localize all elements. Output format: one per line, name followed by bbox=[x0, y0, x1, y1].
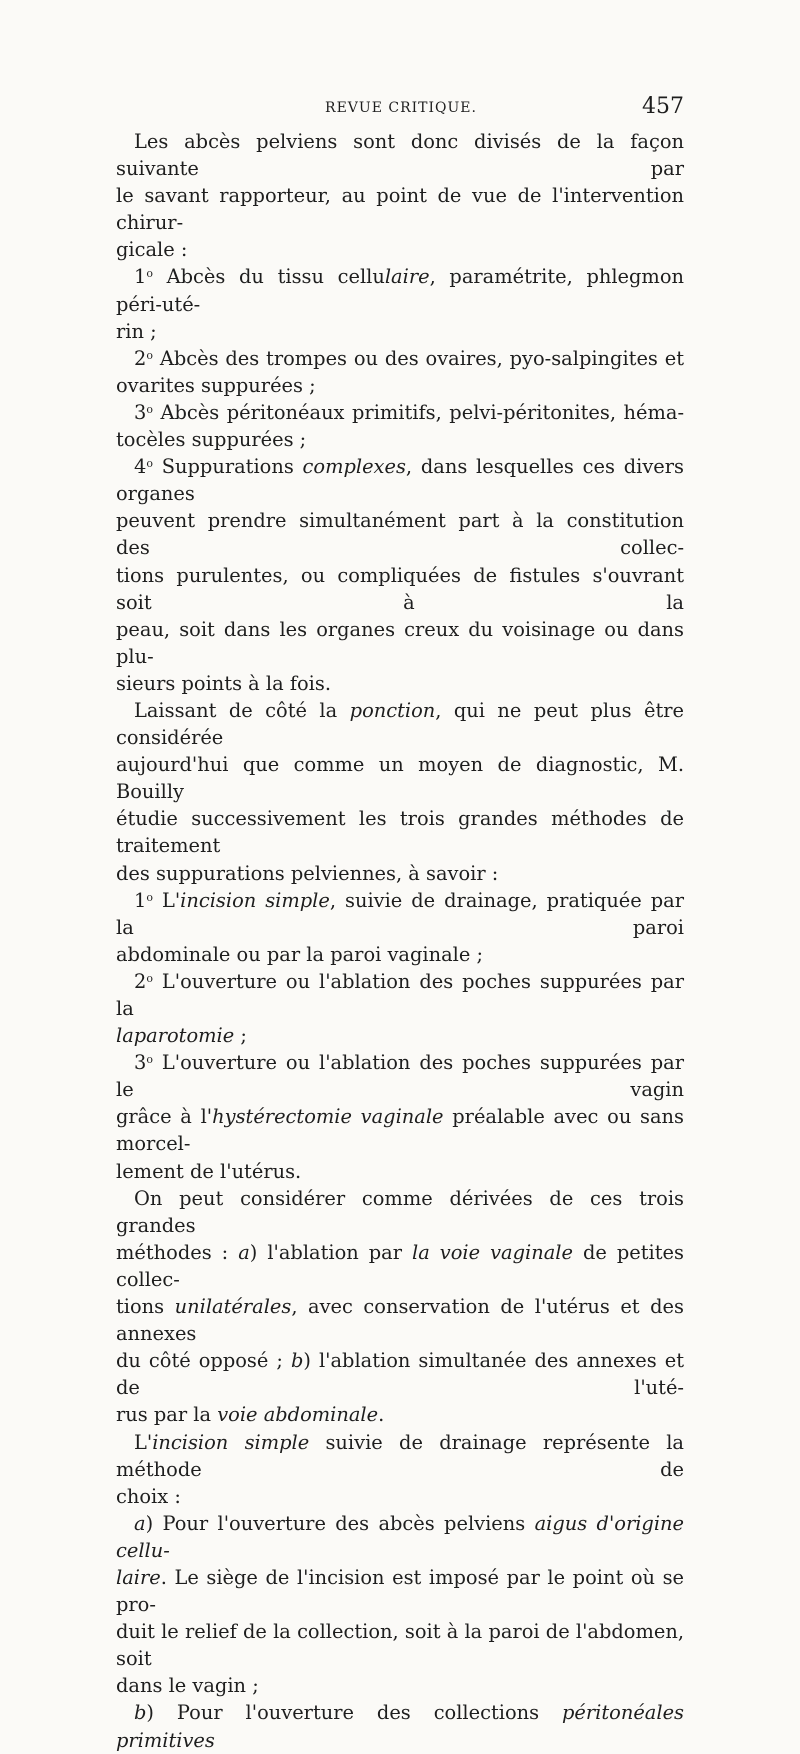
text-line: L'incision simple suivie de drainage représente la méthode de bbox=[116, 1430, 684, 1481]
text-line: rus par la voie abdominale. bbox=[116, 1403, 385, 1427]
text-line: lement de l'utérus. bbox=[116, 1159, 302, 1183]
text-line: des suppurations pelviennes, à savoir : bbox=[116, 861, 499, 885]
text-line: laparotomie ; bbox=[116, 1024, 247, 1048]
text-line: sieurs points à la fois. bbox=[116, 671, 332, 695]
text-line: 4$^o$ Suppurations complexes, dans lesquelles ces divers organes bbox=[116, 455, 684, 506]
text-line: aujourd'hui que comme un moyen de diagnostic, M. Bouilly bbox=[116, 753, 684, 804]
text-line: duit le relief de la collection, soit à la paroi de l'abdomen, soit bbox=[116, 1620, 684, 1671]
text-line: peau, soit dans les organes creux du voisinage ou dans plu- bbox=[116, 617, 684, 668]
text-line: peuvent prendre simultanément part à la constitution des collec- bbox=[116, 509, 684, 560]
page-header bbox=[118, 94, 684, 122]
text-line: étudie successivement les trois grandes méthodes de traitement bbox=[116, 807, 684, 858]
text-line: 2$^o$ Abcès des trompes ou des ovaires, pyo-salpingites et bbox=[134, 346, 684, 370]
text-line: 2$^o$ L'ouverture ou l'ablation des poches suppurées par la bbox=[116, 969, 684, 1020]
text-line: dans le vagin ; bbox=[116, 1674, 259, 1698]
text-line: 3$^o$ Abcès péritonéaux primitifs, pelvi-péritonites, héma- bbox=[134, 400, 684, 424]
page-number: 457 bbox=[642, 94, 684, 119]
text-line: du côté opposé ; b) l'ablation simultanée des annexes et de l'uté- bbox=[116, 1349, 684, 1400]
text-line: tions purulentes, ou compliquées de fistules s'ouvrant soit à la bbox=[116, 563, 684, 614]
text-line: grâce à l'hystérectomie vaginale préalable avec ou sans morcel- bbox=[116, 1105, 684, 1156]
text-line: Laissant de côté la ponction, qui ne peut plus être considérée bbox=[116, 698, 684, 750]
text-line: rin ; bbox=[116, 319, 157, 343]
text-line: Les abcès pelviens sont donc divisés de la façon suivante par bbox=[116, 130, 684, 181]
text-line: 1$^o$ Abcès du tissu cellulaire, paramétrite, phlegmon péri-uté- bbox=[116, 265, 684, 316]
running-title: REVUE CRITIQUE. bbox=[325, 100, 477, 116]
text-line: On peut considérer comme dérivées de ces trois grandes bbox=[116, 1186, 684, 1237]
text-line: gicale : bbox=[116, 238, 188, 262]
text-line: ovarites suppurées ; bbox=[116, 373, 316, 397]
text-line: 1$^o$ L'incision simple, suivie de drainage, pratiquée par la paroi bbox=[116, 888, 684, 939]
text-line: tocèles suppurées ; bbox=[116, 428, 307, 452]
text-line: le savant rapporteur, au point de vue de l'intervention chirur- bbox=[116, 184, 684, 235]
text-line: laire. Le siège de l'incision est imposé par le point où se pro- bbox=[116, 1565, 684, 1617]
text-line: tions unilatérales, avec conservation de l'utérus et des annexes bbox=[116, 1295, 684, 1346]
text-line: 3$^o$ L'ouverture ou l'ablation des poches suppurées par le vagin bbox=[116, 1051, 684, 1102]
text-line: a) Pour l'ouverture des abcès pelviens aigus d'origine cellu- bbox=[116, 1511, 685, 1562]
text-line: choix : bbox=[116, 1484, 181, 1508]
body-text bbox=[116, 128, 684, 1754]
text-line: méthodes : a) l'ablation par la voie vaginale de petites collec- bbox=[116, 1240, 684, 1291]
text-line: abdominale ou par la paroi vaginale ; bbox=[116, 942, 484, 966]
text-line: b) Pour l'ouverture des collections péritonéales primitives bbox=[116, 1701, 684, 1752]
